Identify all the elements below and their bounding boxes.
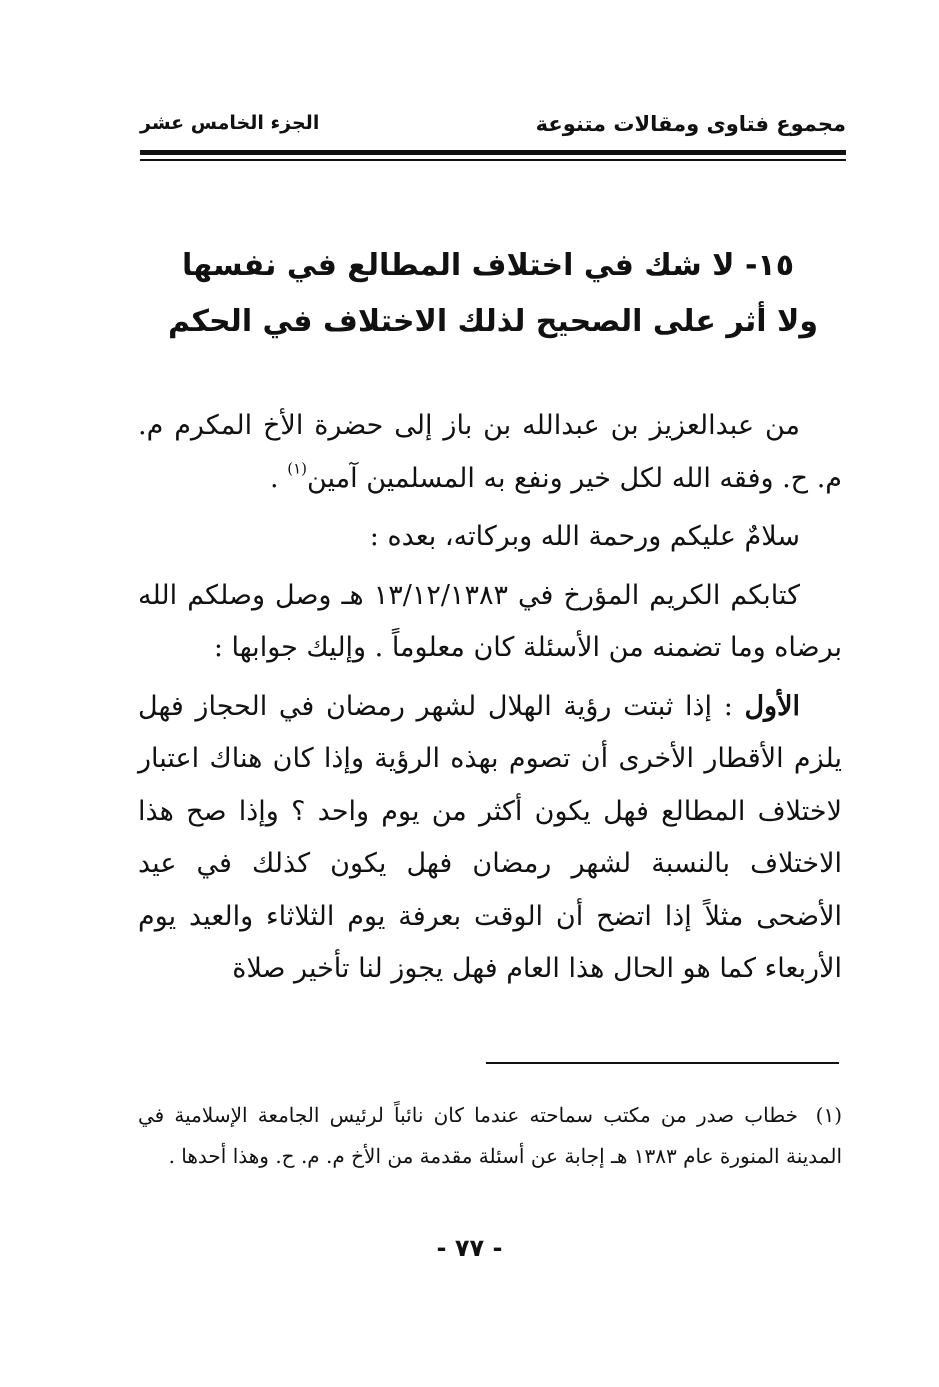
question-paragraph xyxy=(138,681,842,996)
header-rule-thin xyxy=(140,159,846,161)
sender-line: من عبدالعزيز بن عبدالله بن باز إلى حضرة الأخ المكرم م. م. ح. وفقه الله لكل خير ونفع به المسلمين آمين xyxy=(138,410,842,494)
question-text: : إذا ثبتت رؤية الهلال لشهر رمضان في الحجاز فهل يلزم الأقطار الأخرى أن تصوم بهذه الرؤية وإذا كان هناك اعتبار لاختلاف المطالع فهل يكون أكثر من يوم واحد ؟ وإذا صح هذا الاختلاف بالنسبة لشهر رمضان فهل يكون كذلك في عيد الأضحى مثلاً إذا اتضح أن الوقت بعرفة يوم الثلاثاء والعيد يوم الأربعاء كما هو الحال هذا العام فهل يجوز لنا تأخير صلاة xyxy=(138,690,842,984)
footnote-number: (١) xyxy=(815,1103,842,1127)
volume-label: الجزء الخامس عشر xyxy=(140,112,320,134)
sender-end: . xyxy=(270,462,279,494)
title-line-2: ولا أثر على الصحيح لذلك الاختلاف في الحكم xyxy=(167,304,819,339)
book-title: مجموع فتاوى ومقالات متنوعة xyxy=(535,112,846,136)
greeting: سلامٌ عليكم ورحمة الله وبركاته، بعده : xyxy=(369,521,800,552)
page-number: - ٧٧ - xyxy=(436,1234,503,1262)
fatwa-title xyxy=(140,238,846,350)
sender-paragraph xyxy=(138,400,842,505)
running-header xyxy=(140,112,846,148)
question-label: الأول xyxy=(744,690,800,722)
header-rule-thick xyxy=(140,150,846,155)
title-line-1: ١٥- لا شك في اختلاف المطالع في نفسها xyxy=(181,248,795,283)
footnote-rule xyxy=(486,1062,839,1064)
footnote-text: خطاب صدر من مكتب سماحته عندما كان نائباً لرئيس الجامعة الإسلامية في المدينة المنورة عام ١٣٨٣ هـ إجابة عن أسئلة مقدمة من الأخ م. م. ح. وهذا أحدها . xyxy=(138,1103,842,1168)
footnote-reference[interactable]: (١) xyxy=(287,459,307,477)
footnote xyxy=(138,1095,842,1177)
body-text xyxy=(138,400,842,996)
paragraph-1: كتابكم الكريم المؤرخ في ١٣/١٢/١٣٨٣ هـ وصل وصلكم الله برضاه وما تضمنه من الأسئلة كان معلوماً . وإليك جوابها : xyxy=(138,579,842,663)
